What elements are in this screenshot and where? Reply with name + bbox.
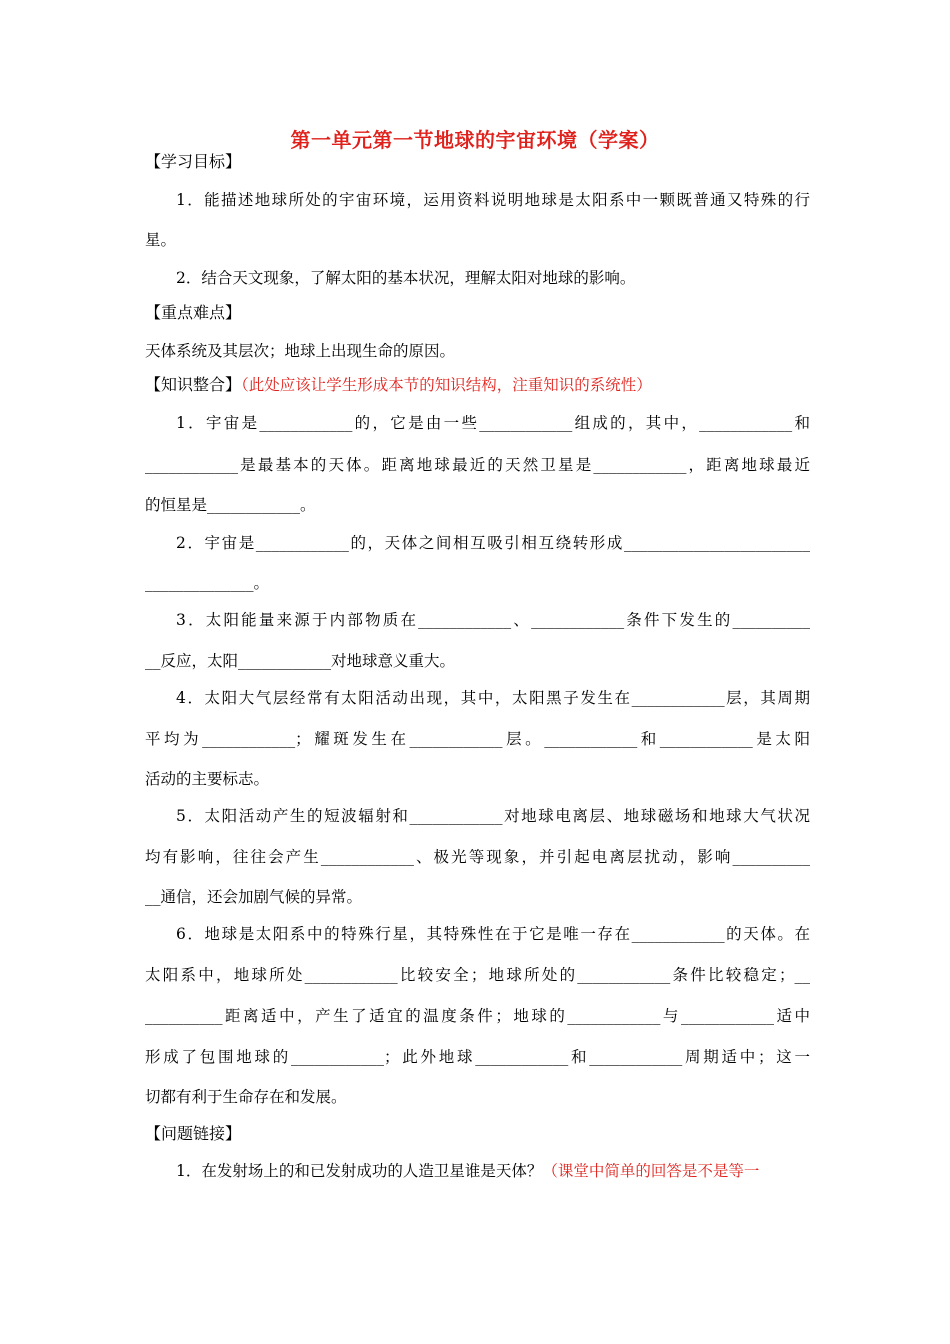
- goal-item-1-line-2: 星。: [145, 231, 177, 249]
- q6-line-5: 切都有利于生命存在和发展。: [145, 1088, 347, 1106]
- question-1-teacher-note: （课堂中简单的回答是不是等一: [542, 1162, 760, 1180]
- q6-line-3: __________距离适中，产生了适宜的温度条件；地球的____________与____________适中: [145, 1007, 810, 1025]
- section-heading-knowledge: 【知识整合】: [145, 375, 242, 394]
- q3-line-2: __反应，太阳____________对地球意义重大。: [145, 652, 456, 670]
- q4-line-3: 活动的主要标志。: [145, 770, 270, 788]
- section-heading-keypoints: 【重点难点】: [145, 303, 242, 322]
- q1-line-3: 的恒星是____________。: [145, 496, 316, 514]
- document-title: 第一单元第一节地球的宇宙环境（学案）: [290, 128, 660, 152]
- q5-line-2: 均有影响，往往会产生____________、极光等现象，并引起电离层扰动，影响__________: [145, 848, 810, 866]
- q6-line-2: 太阳系中，地球所处____________比较安全；地球所处的____________条件比较稳定；__: [145, 966, 810, 984]
- q5-line-3: __通信，还会加剧气候的异常。: [145, 888, 363, 906]
- question-1-text: 1．在发射场上的和已发射成功的人造卫星谁是天体？: [176, 1162, 543, 1180]
- goal-item-1-line-1: 1．能描述地球所处的宇宙环境，运用资料说明地球是太阳系中一颗既普通又特殊的行: [176, 191, 810, 209]
- section-heading-questions: 【问题链接】: [145, 1124, 242, 1143]
- q1-line-1: 1．宇宙是____________的，它是由一些____________组成的，其中，____________和: [176, 414, 810, 432]
- goal-item-2: 2．结合天文现象，了解太阳的基本状况，理解太阳对地球的影响。: [176, 269, 636, 287]
- keypoints-text: 天体系统及其层次；地球上出现生命的原因。: [145, 342, 456, 360]
- q2-line-2: ______________。: [145, 574, 270, 592]
- q6-line-1: 6．地球是太阳系中的特殊行星，其特殊性在于它是唯一存在____________的天体。在: [176, 925, 810, 943]
- q1-line-2: ____________是最基本的天体。距离地球最近的天然卫星是____________，距离地球最近: [145, 456, 810, 474]
- q3-line-1: 3．太阳能量来源于内部物质在____________、____________条件下发生的__________: [176, 611, 810, 629]
- q6-line-4: 形成了包围地球的____________；此外地球____________和____________周期适中；这一: [145, 1048, 810, 1066]
- q2-line-1: 2．宇宙是____________的，天体之间相互吸引相互绕转形成________________________: [176, 534, 810, 552]
- q4-line-2: 平均为____________；耀斑发生在____________层。____________和____________是太阳: [145, 730, 810, 748]
- section-heading-knowledge-row: [145, 374, 810, 396]
- q4-line-1: 4．太阳大气层经常有太阳活动出现，其中，太阳黑子发生在____________层，其周期: [176, 689, 810, 707]
- question-1-row: [176, 1160, 810, 1182]
- knowledge-teacher-note: （此处应该让学生形成本节的知识结构，注重知识的系统性）: [241, 376, 652, 394]
- q5-line-1: 5．太阳活动产生的短波辐射和____________对地球电离层、地球磁场和地球大气状况: [176, 807, 810, 825]
- section-heading-goals: 【学习目标】: [145, 152, 242, 171]
